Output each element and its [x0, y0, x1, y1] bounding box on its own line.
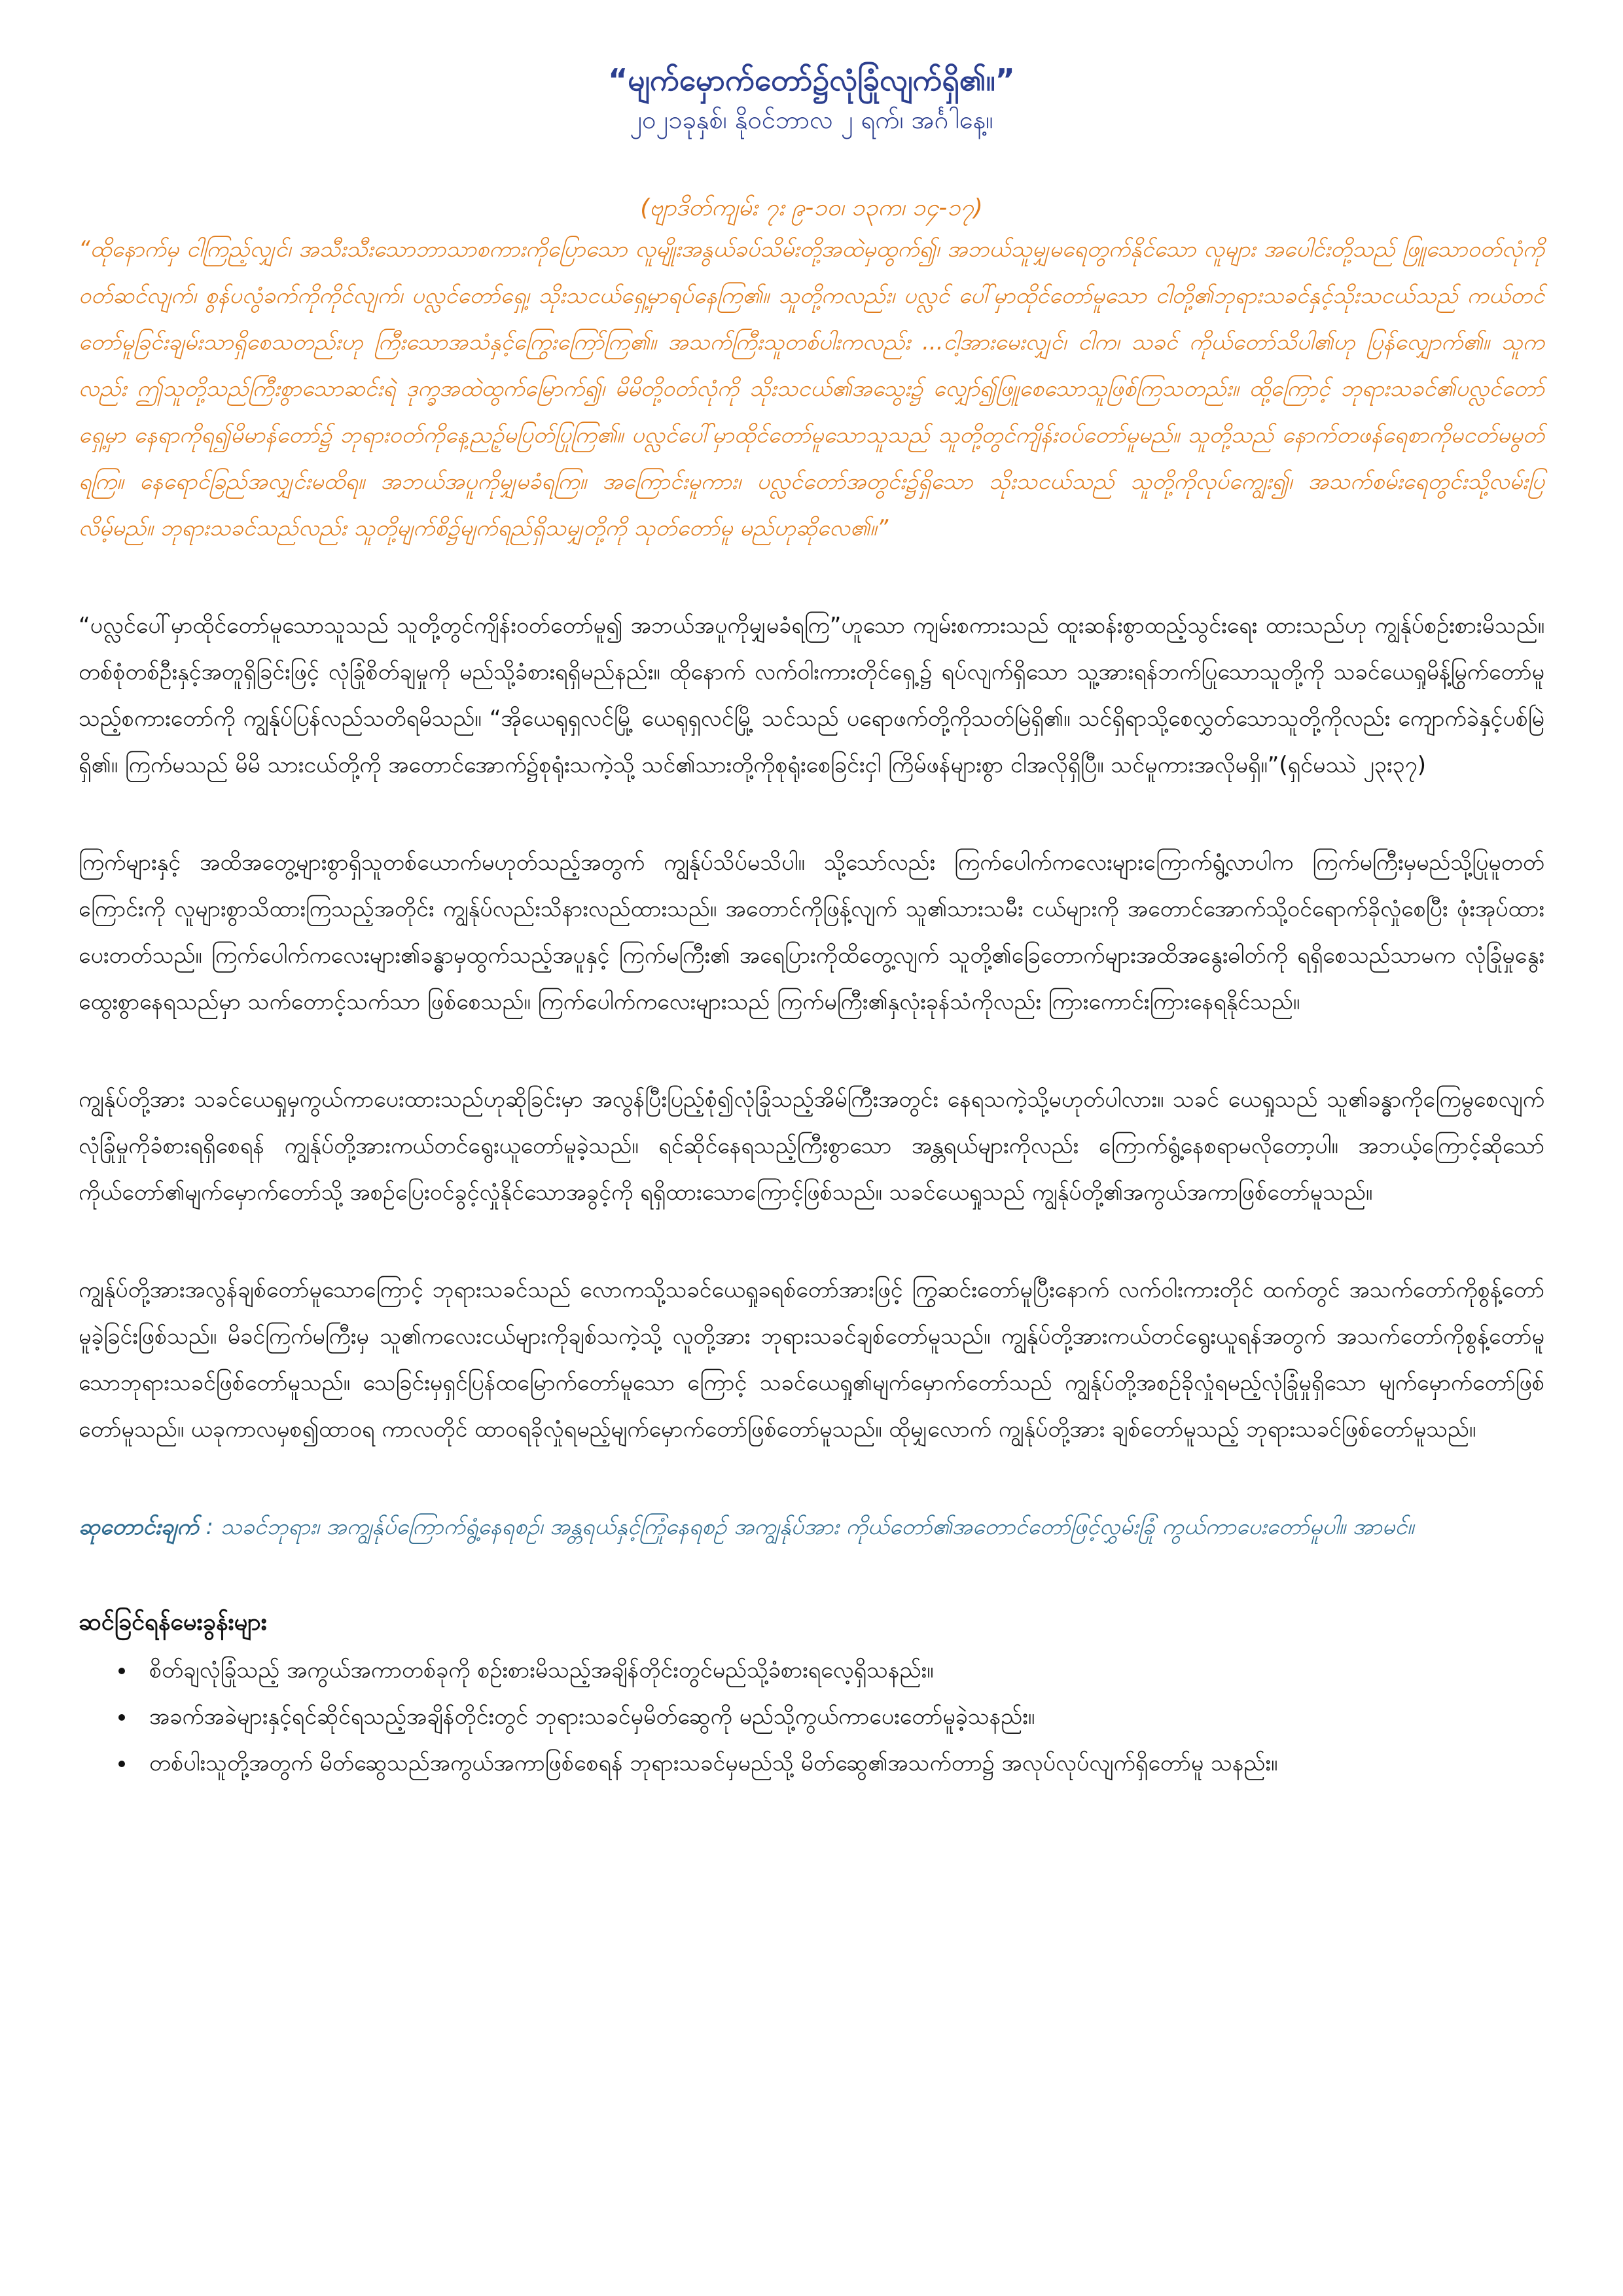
body-paragraph: ကြက်များနှင့် အထိအတွေ့များစွာရှိသူတစ်ယောက်မဟုတ်သည့်အတွက် ကျွန်ုပ်သိပ်မသိပါ။ သို့သော်လည်း ကြက်ပေါက်ကလေးများကြောက်ရွံ့လာပါက ကြက်မကြီးမှမည်သို့ပြုမူတတ်ကြောင်းကို လူများစွာသိထားကြသည့်အတိုင်း ကျွန်ုပ်လည်းသိနားလည်ထားသည်။ အတောင်ကိုဖြန့်လျက် သူ၏သားသမီး ငယ်များကို အတောင်အောက်သို့ဝင်ရောက်ခိုလှုံစေပြီး ဖုံးအုပ်ထားပေးတတ်သည်။ ကြက်ပေါက်ကလေးများ၏ခန္ဓာမှထွက်သည့်အပူနှင့် ကြက်မကြီး၏ အရေပြားကိုထိတွေ့လျက် သူတို့၏ခြေတောက်များအထိအနွေးဓါတ်ကို ရရှိစေသည်သာမက လုံခြုံမှုနွေးထွေးစွာနေရသည်မှာ သက်တောင့်သက်သာ ဖြစ်စေသည်။ ကြက်ပေါက်ကလေးများသည် ကြက်မကြီး၏နှလုံးခုန်သံကိုလည်း ကြားကောင်းကြားနေရနိုင်သည်။ [79, 850, 1544, 1015]
scripture-reference: (ဗျာဒိတ်ကျမ်း ၇း ၉-၁၀၊ ၁၃က၊ ၁၄-၁၇) [640, 194, 983, 221]
scripture-text: “ထိုနောက်မှ ငါကြည့်လျှင်၊ အသီးသီးသောဘာသာစကားကိုပြောသော လူမျိုးအနွယ်ခပ်သိမ်းတို့အထဲမှထွက်၍၊ အဘယ်သူမျှမရေတွက်နိုင်သော လူများ အပေါင်းတို့သည် ဖြူသောဝတ်လုံကိုဝတ်ဆင်လျက်၊ စွန်ပလွံခက်ကိုကိုင်လျက်၊ ပလ္လင်တော်ရှေ့၊ သိုးသငယ်ရှေ့မှာရပ်နေကြ၏။ သူတို့ကလည်း၊ ပလ္လင် ပေါ်မှာထိုင်တော်မူသော ငါတို့၏ဘုရားသခင်နှင့်သိုးသငယ်သည် ကယ်တင်တော်မူခြင်းချမ်းသာရှိစေသတည်းဟု ကြီးသောအသံနှင့်ကြွေးကြော်ကြ၏။ အသက်ကြီးသူတစ်ပါးကလည်း ...ငါ့အားမေးလျှင်၊ ငါက၊ သခင် ကိုယ်တော်သိပါ၏ဟု ပြန်လျှောက်၏။ သူကလည်း ဤသူတို့သည်ကြီးစွာသောဆင်းရဲ ဒုက္ခအထဲထွက်မြောက်၍၊ မိမိတို့ဝတ်လုံကို သိုးသငယ်၏အသွေး၌ လျှော်၍ဖြူစေသောသူဖြစ်ကြသတည်း။ ထို့ကြောင့် ဘုရားသခင်၏ပလ္လင်တော်ရှေ့မှာ နေရာကိုရ၍မိမာန်တော်၌ ဘုရားဝတ်ကိုနေ့ညဉ့်မပြတ်ပြုကြ၏။ ပလ္လင်ပေါ်မှာထိုင်တော်မူသောသူသည် သူတို့တွင်ကျိန်းဝပ်တော်မူမည်။ သူတို့သည် နောက်တဖန်ရေစာကိုမငတ်မမွတ်ရကြ။ နေရောင်ခြည်အလျှင်းမထိရ။ အဘယ်အပူကိုမျှမခံရကြ။ အကြောင်းမူကား၊ ပလ္လင်တော်အတွင်း၌ရှိသော သိုးသငယ်သည် သူတို့ကိုလုပ်ကျွေး၍၊ အသက်စမ်းရေတွင်းသို့လမ်းပြလိမ့်မည်။ ဘုရားသခင်သည်လည်း သူတို့မျက်စိ၌မျက်ရည်ရှိသမျှတို့ကို သုတ်တော်မူ မည်ဟုဆိုလေ၏။” [79, 236, 1544, 541]
body-paragraph: “ပလ္လင်ပေါ်မှာထိုင်တော်မူသောသူသည် သူတို့တွင်ကျိန်းဝတ်တော်မူ၍ အဘယ်အပူကိုမျှမခံရကြ”ဟူသော ကျမ်းစကားသည် ထူးဆန်းစွာထည့်သွင်းရေး ထားသည်ဟု ကျွန်ုပ်စဉ်းစားမိသည်။ တစ်စုံတစ်ဦးနှင့်အတူရှိခြင်းဖြင့် လုံခြုံစိတ်ချမှုကို မည်သို့ခံစားရရှိမည်နည်း။ ထိုနောက် လက်ဝါးကားတိုင်ရှေ့၌ ရပ်လျက်ရှိသော သူ့အားရန်ဘက်ပြုသောသူတို့ကို သခင်ယေရှုမိန့်မြွက်တော်မူသည့်စကားတော်ကို ကျွန်ုပ်ပြန်လည်သတိရမိသည်။ “အိုယေရုရှလင်မြို့ ယေရုရှလင်မြို့ သင်သည် ပရောဖက်တို့ကိုသတ်မြဲရှိ၏။ သင်ရှိရာသို့စေလွှတ်သောသူတို့ကိုလည်း ကျောက်ခဲနှင့်ပစ်မြဲရှိ၏။ ကြက်မသည် မိမိ သားငယ်တို့ကို အတောင်အောက်၌စုရုံးသကဲ့သို့ သင်၏သားတို့ကိုစုရုံးစေခြင်းငှါ ကြိမ်ဖန်များစွာ ငါအလိုရှိပြီ။ သင်မူကားအလိုမရှိ။”(ရှင်မဿဲ ၂၃း၃၇) [79, 613, 1544, 778]
date-line: ၂၀၂၁ခုနှစ်၊ နိုဝင်ဘာလ ၂ ရက်၊ အင်္ဂါနေ့။ [630, 105, 993, 134]
devotional-page [79, 59, 1544, 1787]
prayer-section [79, 1504, 1544, 1551]
questions-list [79, 1647, 1544, 1787]
prayer-separator: : [198, 1514, 221, 1540]
question-item: • အခက်အခဲများနှင့်ရင်ဆိုင်ရသည့်အချိန်တိုင်းတွင် ဘုရားသခင်မှမိတ်ဆွေကို မည်သို့ကွယ်ကာပေးတော်မူခဲ့သနည်း။ [136, 1694, 1544, 1740]
body-paragraph: ကျွန်ုပ်တို့အားအလွန်ချစ်တော်မူသောကြောင့် ဘုရားသခင်သည် လောကသို့သခင်ယေရှုခရစ်တော်အားဖြင့် ကြွဆင်းတော်မူပြီးနောက် လက်ဝါးကားတိုင် ထက်တွင် အသက်တော်ကိုစွန့်တော်မူခဲ့ခြင်းဖြစ်သည်။ မိခင်ကြက်မကြီးမှ သူ၏ကလေးငယ်များကိုချစ်သကဲ့သို့ လူတို့အား ဘုရားသခင်ချစ်တော်မူသည်။ ကျွန်ုပ်တို့အားကယ်တင်ရွေးယူရန်အတွက် အသက်တော်ကိုစွန့်တော်မူသောဘုရားသခင်ဖြစ်တော်မူသည်။ သေခြင်းမှရှင်ပြန်ထမြောက်တော်မူသော ကြောင့် သခင်ယေရှု၏မျက်မှောက်တော်သည် ကျွန်ုပ်တို့အစဉ်ခိုလှုံရမည့်လုံခြုံမှုရှိသော မျက်မှောက်တော်ဖြစ်တော်မူသည်။ ယခုကာလမှစ၍ထာဝရ ကာလတိုင် ထာဝရခိုလှုံရမည့်မျက်မှောက်တော်ဖြစ်တော်မူသည်။ ထိုမျှလောက် ကျွန်ုပ်တို့အား ချစ်တော်မူသည့် ဘုရားသခင်ဖြစ်တော်မူသည်။ [79, 1277, 1544, 1443]
questions-heading: ဆင်ခြင်ရန်မေးခွန်းများ [79, 1609, 267, 1636]
body-paragraph: ကျွန်ုပ်တို့အား သခင်ယေရှုမှကွယ်ကာပေးထားသည်ဟုဆိုခြင်းမှာ အလွန်ပြီးပြည့်စုံ၍လုံခြုံသည့်အိမ်ကြီးအတွင်း နေရသကဲ့သို့မဟုတ်ပါလား။ သခင် ယေရှုသည် သူ၏ခန္ဓာကိုကြေမွစေလျက် လုံခြုံမှုကိုခံစားရရှိစေရန် ကျွန်ုပ်တို့အားကယ်တင်ရွေးယူတော်မူခဲ့သည်။ ရင်ဆိုင်နေရသည့်ကြီးစွာသော အန္တရယ်များကိုလည်း ကြောက်ရွံ့နေစရာမလိုတော့ပါ။ အဘယ့်ကြောင့်ဆိုသော် ကိုယ်တော်၏မျက်မှောက်တော်သို့ အစဉ်ပြေးဝင်ခွင့်လှုံနိုင်သောအခွင့်ကို ရရှိထားသောကြောင့်ဖြစ်သည်။ သခင်ယေရှုသည် ကျွန်ုပ်တို့၏အကွယ်အကာဖြစ်တော်မူသည်။ [79, 1086, 1544, 1206]
prayer-label: ဆုတောင်းချက် [79, 1514, 199, 1540]
page-title: “မျက်မှောက်တော်၌လုံခြုံလျက်ရှိ၏။” [608, 62, 1015, 98]
question-item: • စိတ်ချလုံခြုံသည့် အကွယ်အကာတစ်ခုကို စဉ်းစားမိသည့်အချိန်တိုင်းတွင်မည်သို့ခံစားရလေ့ရှိသနည်း။ [136, 1647, 1544, 1694]
prayer-text: သခင်ဘုရား၊ အကျွန်ုပ်ကြောက်ရွံ့နေရစဉ်၊ အန္တရယ်နှင့်ကြုံနေရစဉ် အကျွန်ုပ်အား ကိုယ်တော်၏အတောင်တော်ဖြင့်လွှမ်းခြုံ ကွယ်ကာပေးတော်မူပါ။ အာမင်။ [220, 1514, 1414, 1540]
question-item: • တစ်ပါးသူတို့အတွက် မိတ်ဆွေသည်အကွယ်အကာဖြစ်စေရန် ဘုရားသခင်မှမည်သို့ မိတ်ဆွေ၏အသက်တာ၌ အလုပ်လုပ်လျက်ရှိတော်မူ သနည်း။ [136, 1740, 1544, 1787]
